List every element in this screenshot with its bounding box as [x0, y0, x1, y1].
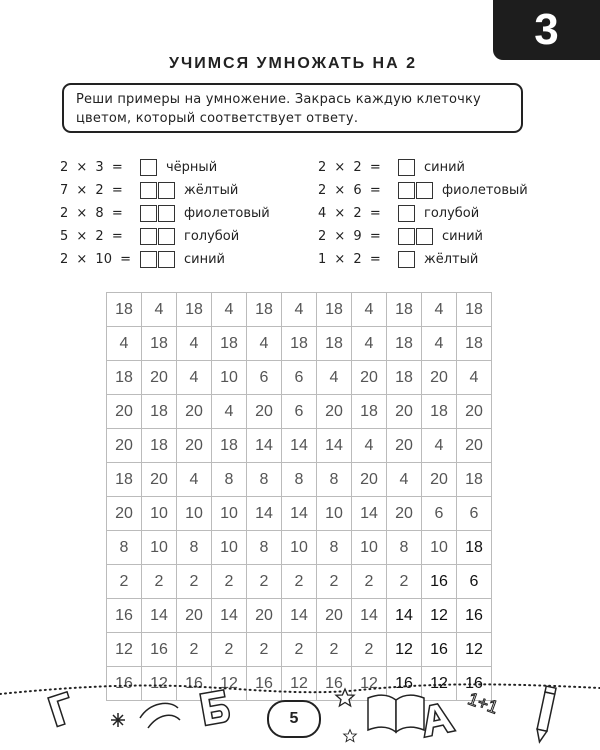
- grid-cell[interactable]: 18: [317, 293, 352, 327]
- grid-cell[interactable]: 18: [387, 361, 422, 395]
- grid-cell[interactable]: 20: [247, 395, 282, 429]
- grid-cell[interactable]: 4: [422, 429, 457, 463]
- page-title: УЧИМСЯ УМНОЖАТЬ НА 2: [169, 55, 417, 72]
- grid-cell[interactable]: 12: [422, 599, 457, 633]
- grid-cell[interactable]: 6: [457, 497, 492, 531]
- grid-cell[interactable]: 8: [387, 531, 422, 565]
- grid-cell[interactable]: 14: [142, 599, 177, 633]
- grid-cell[interactable]: 16: [142, 633, 177, 667]
- grid-cell[interactable]: 14: [352, 599, 387, 633]
- grid-cell[interactable]: 18: [142, 429, 177, 463]
- grid-cell[interactable]: 14: [282, 497, 317, 531]
- grid-cell[interactable]: 2: [282, 633, 317, 667]
- grid-cell[interactable]: 4: [247, 327, 282, 361]
- grid-cell[interactable]: 12: [352, 667, 387, 701]
- grid-cell[interactable]: 12: [422, 667, 457, 701]
- grid-cell[interactable]: 18: [282, 327, 317, 361]
- grid-cell[interactable]: 10: [282, 531, 317, 565]
- answer-box[interactable]: [398, 159, 415, 176]
- answer-box[interactable]: [140, 205, 157, 222]
- equation-expression: 2 × 6 =: [318, 183, 381, 198]
- grid-cell[interactable]: 20: [387, 429, 422, 463]
- grid-cell[interactable]: 10: [142, 531, 177, 565]
- color-name: чёрный: [166, 160, 218, 175]
- grid-cell[interactable]: 20: [317, 599, 352, 633]
- equation-row: [318, 156, 528, 179]
- grid-cell[interactable]: 4: [422, 293, 457, 327]
- grid-cell[interactable]: 14: [317, 429, 352, 463]
- equation-row: [318, 202, 528, 225]
- grid-cell[interactable]: 18: [317, 327, 352, 361]
- answer-box[interactable]: [158, 205, 175, 222]
- grid-cell[interactable]: 8: [212, 463, 247, 497]
- equation-expression: 4 × 2 =: [318, 206, 381, 221]
- grid-cell[interactable]: 4: [177, 327, 212, 361]
- grid-cell[interactable]: 10: [317, 497, 352, 531]
- grid-cell[interactable]: 20: [387, 395, 422, 429]
- answer-boxes[interactable]: [140, 228, 176, 245]
- grid-cell[interactable]: 4: [142, 293, 177, 327]
- grid-cell[interactable]: 20: [177, 599, 212, 633]
- grid-cell[interactable]: 2: [177, 565, 212, 599]
- grid-cell[interactable]: 18: [142, 327, 177, 361]
- grid-cell[interactable]: 14: [387, 599, 422, 633]
- grid-cell[interactable]: 6: [282, 395, 317, 429]
- grid-cell[interactable]: 18: [177, 293, 212, 327]
- grid-cell[interactable]: 16: [422, 633, 457, 667]
- grid-cell[interactable]: 16: [107, 599, 142, 633]
- equation-row: [60, 225, 270, 248]
- grid-row: [107, 327, 492, 361]
- grid-cell[interactable]: 16: [387, 667, 422, 701]
- grid-cell[interactable]: 2: [247, 633, 282, 667]
- letter-b-decor: [200, 690, 231, 726]
- grid-cell[interactable]: 10: [422, 531, 457, 565]
- grid-cell[interactable]: 12: [212, 667, 247, 701]
- grid-cell[interactable]: 12: [107, 633, 142, 667]
- grid-cell[interactable]: 20: [352, 361, 387, 395]
- grid-cell[interactable]: 14: [282, 429, 317, 463]
- grid-cell[interactable]: 6: [422, 497, 457, 531]
- color-name: синий: [184, 252, 225, 267]
- answer-box[interactable]: [416, 228, 433, 245]
- grid-cell[interactable]: 16: [247, 667, 282, 701]
- snowflake-icon: [111, 713, 125, 727]
- grid-cell[interactable]: 12: [282, 667, 317, 701]
- grid-cell[interactable]: 20: [177, 395, 212, 429]
- grid-cell[interactable]: 20: [352, 463, 387, 497]
- grid-cell[interactable]: 10: [142, 497, 177, 531]
- footer-wave-line: [0, 684, 600, 694]
- answer-box[interactable]: [158, 182, 175, 199]
- equation-expression: 2 × 3 =: [60, 160, 123, 175]
- grid-cell[interactable]: 12: [387, 633, 422, 667]
- answer-boxes[interactable]: [140, 251, 176, 268]
- grid-cell[interactable]: 2: [247, 565, 282, 599]
- grid-cell[interactable]: 4: [387, 463, 422, 497]
- grid-cell[interactable]: 14: [352, 497, 387, 531]
- equation-row: [318, 179, 528, 202]
- equation-expression: 7 × 2 =: [60, 183, 123, 198]
- answer-boxes[interactable]: [140, 159, 158, 176]
- grid-cell[interactable]: 14: [247, 429, 282, 463]
- color-name: синий: [442, 229, 483, 244]
- answer-box[interactable]: [140, 182, 157, 199]
- grid-cell[interactable]: 4: [317, 361, 352, 395]
- page-number: [267, 700, 321, 738]
- answer-boxes[interactable]: [398, 182, 434, 199]
- answer-box[interactable]: [158, 228, 175, 245]
- grid-cell[interactable]: 4: [352, 429, 387, 463]
- grid-cell[interactable]: 18: [107, 463, 142, 497]
- grid-cell[interactable]: 16: [457, 599, 492, 633]
- equation-expression: 2 × 10 =: [60, 252, 131, 267]
- grid-cell[interactable]: 18: [387, 293, 422, 327]
- grid-cell[interactable]: 18: [142, 395, 177, 429]
- letter-g-decor: [48, 692, 76, 727]
- grid-row: [107, 463, 492, 497]
- grid-cell[interactable]: 20: [457, 395, 492, 429]
- answer-box[interactable]: [140, 228, 157, 245]
- grid-row: [107, 497, 492, 531]
- grid-cell[interactable]: 4: [107, 327, 142, 361]
- grid-cell[interactable]: 2: [107, 565, 142, 599]
- grid-cell[interactable]: 18: [457, 463, 492, 497]
- color-name: фиолетовый: [442, 183, 528, 198]
- grid-cell[interactable]: 20: [422, 463, 457, 497]
- grid-cell[interactable]: 20: [142, 463, 177, 497]
- grid-row: [107, 599, 492, 633]
- equation-expression: 5 × 2 =: [60, 229, 123, 244]
- grid-cell[interactable]: 20: [107, 497, 142, 531]
- grid-cell[interactable]: 10: [212, 531, 247, 565]
- grid-cell[interactable]: 18: [422, 395, 457, 429]
- grid-cell[interactable]: 16: [107, 667, 142, 701]
- grid-cell[interactable]: 2: [352, 565, 387, 599]
- color-name: жёлтый: [424, 252, 479, 267]
- grid-cell[interactable]: 10: [352, 531, 387, 565]
- grid-cell[interactable]: 2: [387, 565, 422, 599]
- grid-cell[interactable]: 18: [352, 395, 387, 429]
- answer-box[interactable]: [158, 251, 175, 268]
- grid-cell[interactable]: 2: [142, 565, 177, 599]
- grid-cell[interactable]: 18: [212, 429, 247, 463]
- equation-row: [60, 179, 270, 202]
- equation-expression: 2 × 2 =: [318, 160, 381, 175]
- grid-cell[interactable]: 4: [177, 463, 212, 497]
- equation-row: [60, 248, 270, 271]
- grid-cell[interactable]: 2: [317, 633, 352, 667]
- grid-cell[interactable]: 4: [177, 361, 212, 395]
- grid-cell[interactable]: 20: [247, 599, 282, 633]
- grid-cell[interactable]: 6: [282, 361, 317, 395]
- grid-cell[interactable]: 6: [247, 361, 282, 395]
- page-number-text: 5: [289, 710, 299, 727]
- grid-cell[interactable]: 16: [422, 565, 457, 599]
- color-name: фиолетовый: [184, 206, 270, 221]
- grid-cell[interactable]: 18: [457, 327, 492, 361]
- answer-boxes[interactable]: [398, 159, 416, 176]
- grid-cell[interactable]: 18: [387, 327, 422, 361]
- grid-cell[interactable]: 18: [107, 361, 142, 395]
- grid-cell[interactable]: 2: [352, 633, 387, 667]
- equation-row: [318, 248, 528, 271]
- grid-cell[interactable]: 16: [457, 667, 492, 701]
- answer-boxes[interactable]: [140, 205, 176, 222]
- answer-box[interactable]: [140, 251, 157, 268]
- answer-boxes[interactable]: [398, 251, 416, 268]
- answer-box[interactable]: [398, 205, 415, 222]
- grid-cell[interactable]: 20: [107, 429, 142, 463]
- grid-cell[interactable]: 4: [422, 327, 457, 361]
- grid-cell[interactable]: 12: [457, 633, 492, 667]
- grid-cell[interactable]: 2: [212, 565, 247, 599]
- color-name: голубой: [424, 206, 480, 221]
- answer-box[interactable]: [398, 228, 415, 245]
- grid-cell[interactable]: 4: [212, 395, 247, 429]
- letter-g-text: Г: [40, 716, 41, 717]
- grid-cell[interactable]: 20: [457, 429, 492, 463]
- grid-cell[interactable]: 18: [212, 327, 247, 361]
- grid-cell[interactable]: 8: [317, 463, 352, 497]
- grid-cell[interactable]: 20: [142, 361, 177, 395]
- grid-cell[interactable]: 12: [142, 667, 177, 701]
- grid-cell[interactable]: 8: [282, 463, 317, 497]
- grid-cell[interactable]: 18: [247, 293, 282, 327]
- grid-cell[interactable]: 4: [457, 361, 492, 395]
- answer-box[interactable]: [398, 251, 415, 268]
- grid-cell[interactable]: 14: [282, 599, 317, 633]
- grid-cell[interactable]: 18: [457, 293, 492, 327]
- grid-cell[interactable]: 4: [352, 293, 387, 327]
- equation-row: [60, 202, 270, 225]
- equation-row: [60, 156, 270, 179]
- answer-box[interactable]: [416, 182, 433, 199]
- grid-cell[interactable]: 20: [422, 361, 457, 395]
- grid-row: [107, 531, 492, 565]
- grid-cell[interactable]: 18: [107, 293, 142, 327]
- formula-decor: 1+1: [465, 688, 501, 718]
- grid-row: [107, 395, 492, 429]
- grid-cell[interactable]: 16: [317, 667, 352, 701]
- equation-row: [318, 225, 528, 248]
- grid-cell[interactable]: 10: [177, 497, 212, 531]
- answer-boxes[interactable]: [140, 182, 176, 199]
- equation-expression: 2 × 8 =: [60, 206, 123, 221]
- grid-cell[interactable]: 2: [212, 633, 247, 667]
- grid-cell[interactable]: 18: [457, 531, 492, 565]
- pencil-icon: [535, 686, 556, 743]
- grid-cell[interactable]: 2: [317, 565, 352, 599]
- grid-cell[interactable]: 8: [247, 463, 282, 497]
- equations-right: [318, 156, 528, 271]
- page-tab-number: 3: [534, 5, 559, 54]
- coloring-grid: [106, 292, 492, 701]
- grid-cell[interactable]: 14: [212, 599, 247, 633]
- answer-boxes[interactable]: [398, 205, 416, 222]
- grid-cell[interactable]: 20: [387, 497, 422, 531]
- color-name: голубой: [184, 229, 240, 244]
- grid-row: [107, 361, 492, 395]
- grid-cell[interactable]: 8: [107, 531, 142, 565]
- equation-expression: 1 × 2 =: [318, 252, 381, 267]
- grid-cell[interactable]: 2: [282, 565, 317, 599]
- grid-cell[interactable]: 6: [457, 565, 492, 599]
- star-small-icon: [344, 730, 357, 742]
- grid-cell[interactable]: 4: [212, 293, 247, 327]
- page-tab: [493, 0, 600, 60]
- grid-cell[interactable]: 20: [107, 395, 142, 429]
- grid-cell[interactable]: 8: [317, 531, 352, 565]
- task-box: [62, 83, 523, 133]
- task-text: Реши примеры на умножение. Закрась каждую клеточку цветом, который соответствует ответу.: [76, 92, 481, 126]
- grid-cell[interactable]: 16: [177, 667, 212, 701]
- grid-cell[interactable]: 4: [352, 327, 387, 361]
- grid-cell[interactable]: 8: [177, 531, 212, 565]
- color-name: синий: [424, 160, 465, 175]
- grid-cell[interactable]: 20: [177, 429, 212, 463]
- equations-left: [60, 156, 270, 271]
- grid-row: [107, 429, 492, 463]
- grid-cell[interactable]: 10: [212, 361, 247, 395]
- grid-row: [107, 293, 492, 327]
- book-icon: [368, 695, 424, 732]
- color-name: жёлтый: [184, 183, 239, 198]
- answer-boxes[interactable]: [398, 228, 434, 245]
- grid-cell[interactable]: 14: [247, 497, 282, 531]
- grid-row: [107, 633, 492, 667]
- grid-cell[interactable]: 2: [177, 633, 212, 667]
- grid-cell[interactable]: 20: [317, 395, 352, 429]
- swoosh-decor-2: [148, 715, 180, 728]
- answer-box[interactable]: [140, 159, 157, 176]
- grid-row: [107, 565, 492, 599]
- grid-cell[interactable]: 10: [212, 497, 247, 531]
- grid-cell[interactable]: 8: [247, 531, 282, 565]
- grid-cell[interactable]: 4: [282, 293, 317, 327]
- equation-expression: 2 × 9 =: [318, 229, 381, 244]
- answer-box[interactable]: [398, 182, 415, 199]
